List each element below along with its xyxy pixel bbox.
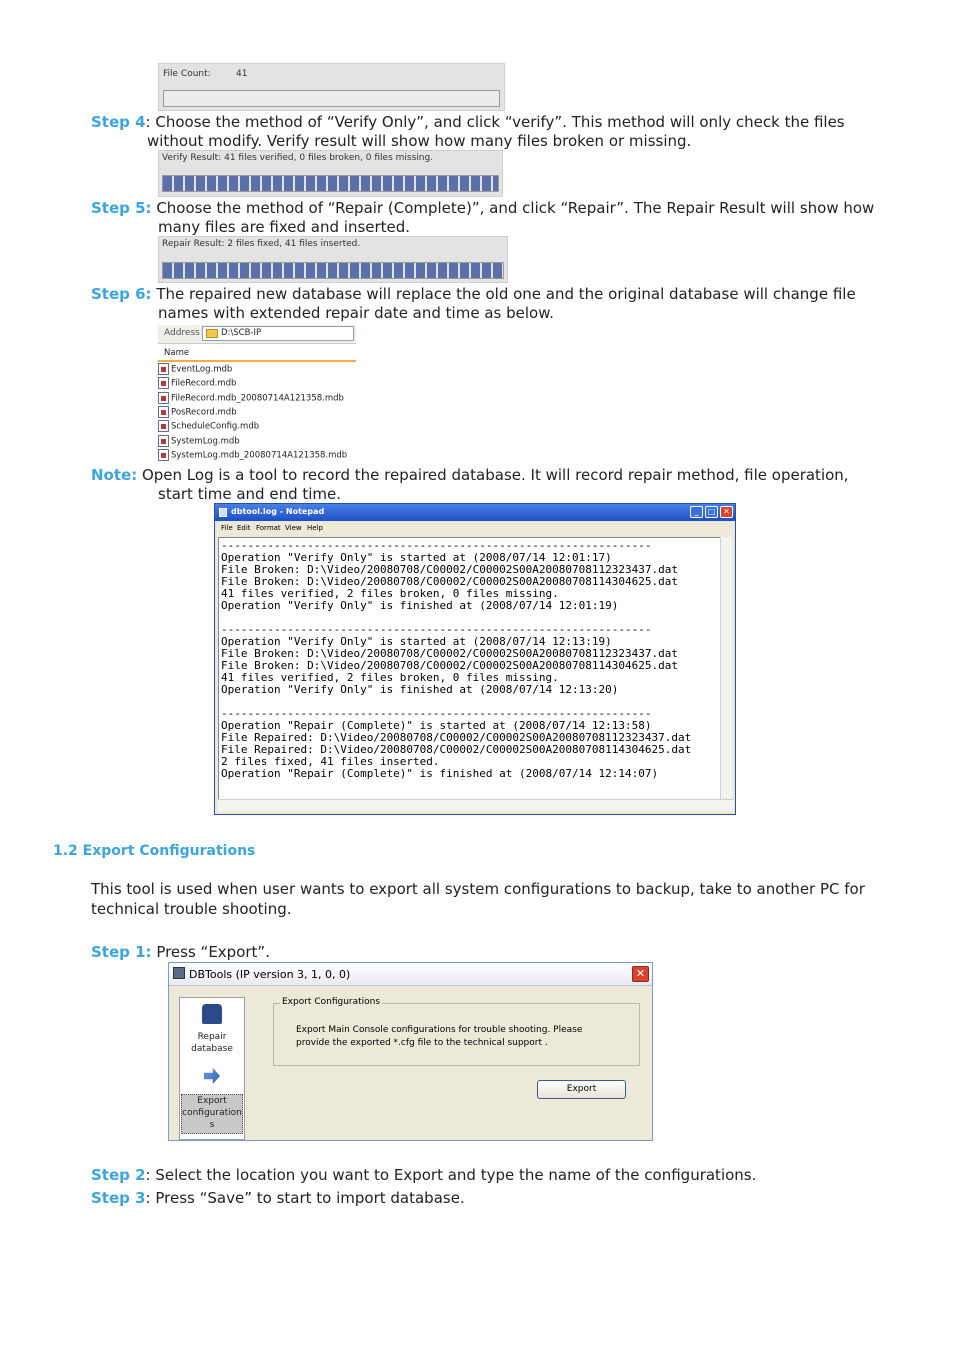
note-text: Open Log is a tool to record the repaired database. It will record repair method, file operation, (137, 466, 849, 484)
file-row[interactable] (158, 392, 344, 406)
export-step3 (91, 1189, 465, 1208)
file-name: SystemLog.mdb_20080714A121358.mdb (171, 450, 348, 461)
mdb-file-icon (158, 377, 169, 389)
sidebar-item-repair[interactable] (180, 1002, 244, 1060)
file-name: PosRecord.mdb (171, 407, 237, 418)
name-column-label: Name (164, 348, 190, 358)
repair-database-icon (202, 1004, 222, 1024)
step4-label: Step 4 (91, 113, 146, 131)
log-line: Operation "Repair (Complete)" is started at (2008/07/14 12:13:58) (221, 719, 652, 732)
log-line: File Repaired: D:\Video/20080708/C00002/C00002S00A20080708112323437.dat (221, 731, 692, 744)
step6-label: Step 6: (91, 285, 152, 303)
log-line: File Broken: D:\Video/20080708/C00002/C00002S00A20080708112323437.dat (221, 563, 678, 576)
file-count-progress-bar (163, 90, 500, 107)
address-input[interactable] (202, 326, 354, 341)
log-line: ----------------------------------------------------------------- (221, 539, 652, 552)
export-step2-text: : Select the location you want to Export and type the name of the configurations. (145, 1166, 757, 1184)
step4-text: : Choose the method of “Verify Only”, and click “verify”. This method will only check the files (145, 113, 845, 131)
repair-label-line2: database (191, 1044, 233, 1054)
horizontal-scrollbar[interactable] (218, 799, 734, 811)
menu-view[interactable]: View (285, 524, 302, 532)
step5-line1 (91, 199, 874, 218)
step5-label: Step 5: (91, 199, 152, 217)
file-row[interactable] (158, 435, 240, 449)
file-row[interactable] (158, 420, 259, 434)
note-label: Note: (91, 466, 138, 484)
address-label: Address (164, 328, 200, 338)
export-step1-label: Step 1: (91, 943, 152, 961)
notepad-title-bar[interactable] (215, 504, 735, 521)
export-step2-label: Step 2 (91, 1166, 146, 1184)
log-line: ----------------------------------------------------------------- (221, 623, 652, 636)
step5-line2: many files are fixed and inserted. (158, 218, 411, 236)
sidebar-item-export[interactable] (181, 1094, 243, 1134)
minimize-button[interactable]: _ (690, 506, 703, 518)
repair-result-panel (158, 236, 508, 283)
export-step2 (91, 1166, 756, 1185)
explorer-window (158, 325, 358, 463)
close-button[interactable]: ✕ (720, 506, 733, 518)
repair-progress-bar (162, 262, 504, 279)
address-value: D:\SCB-IP (221, 328, 262, 338)
log-line: 41 files verified, 2 files broken, 0 files missing. (221, 671, 559, 684)
log-line: Operation "Verify Only" is started at (2008/07/14 12:13:19) (221, 635, 612, 648)
log-line: 41 files verified, 2 files broken, 0 files missing. (221, 587, 559, 600)
repair-label-line1: Repair (197, 1032, 227, 1042)
dbtools-title: DBTools (IP version 3, 1, 0, 0) (189, 968, 351, 981)
mdb-file-icon (158, 406, 169, 418)
step6-text: The repaired new database will replace the old one and the original database will change file (151, 285, 856, 303)
file-name: EventLog.mdb (171, 364, 233, 375)
step4-line2: without modify. Verify result will show how many files broken or missing. (147, 132, 692, 150)
log-line: 2 files fixed, 41 files inserted. (221, 755, 440, 768)
dbtools-sidebar (179, 997, 245, 1140)
mdb-file-icon (158, 435, 169, 447)
file-row[interactable] (158, 449, 347, 463)
mdb-file-icon (158, 392, 169, 404)
section-intro-line1: This tool is used when user wants to export all system configurations to backup, take to another PC for (91, 880, 865, 898)
step6-line2: names with extended repair date and time as below. (158, 304, 554, 322)
verify-result-panel (158, 150, 503, 197)
notepad-text-area[interactable] (218, 537, 726, 802)
file-name: FileRecord.mdb_20080714A121358.mdb (171, 393, 344, 404)
vertical-scrollbar[interactable] (720, 537, 732, 802)
maximize-button[interactable]: □ (705, 506, 718, 518)
menu-file[interactable]: File (221, 524, 233, 532)
notepad-title: dbtool.log - Notepad (231, 507, 325, 516)
file-row[interactable] (158, 363, 232, 377)
folder-icon (206, 329, 218, 338)
section-intro-line2: technical trouble shooting. (91, 900, 292, 918)
log-line: Operation "Verify Only" is finished at (2008/07/14 12:13:20) (221, 683, 619, 696)
dbtools-close-button[interactable]: ✕ (632, 966, 649, 982)
dbtools-title-bar[interactable] (169, 963, 652, 986)
export-label-line2: configuration (182, 1108, 242, 1118)
file-count-value: 41 (236, 69, 248, 79)
dbtools-window (168, 962, 653, 1141)
step5-text: Choose the method of “Repair (Complete)”, and click “Repair”. The Repair Result will show how (151, 199, 875, 217)
export-description-line1: Export Main Console configurations for trouble shooting. Please (296, 1025, 583, 1035)
menu-format[interactable]: Format (256, 524, 281, 532)
export-label-line3: s (209, 1120, 215, 1130)
mdb-file-icon (158, 363, 169, 375)
export-arrow-icon (204, 1068, 220, 1084)
notepad-window (214, 503, 736, 815)
file-name: SystemLog.mdb (171, 436, 240, 447)
mdb-file-icon (158, 449, 169, 461)
log-line: Operation "Verify Only" is started at (2008/07/14 12:01:17) (221, 551, 612, 564)
section-heading: 1.2 Export Configurations (53, 843, 256, 859)
log-line: Operation "Verify Only" is finished at (2008/07/14 12:01:19) (221, 599, 619, 612)
file-row[interactable] (158, 377, 236, 391)
step6-line1 (91, 285, 856, 304)
log-line: File Repaired: D:\Video/20080708/C00002/C00002S00A20080708114304625.dat (221, 743, 692, 756)
log-line: File Broken: D:\Video/20080708/C00002/C00002S00A20080708112323437.dat (221, 647, 678, 660)
menu-edit[interactable]: Edit (237, 524, 251, 532)
repair-result-text: Repair Result: 2 files fixed, 41 files inserted. (162, 239, 361, 249)
log-line: File Broken: D:\Video/20080708/C00002/C00002S00A20080708114304625.dat (221, 659, 678, 672)
notepad-menu-bar (215, 521, 735, 535)
verify-result-text: Verify Result: 41 files verified, 0 files broken, 0 files missing. (162, 153, 434, 163)
log-line: Operation "Repair (Complete)" is finished at (2008/07/14 12:14:07) (221, 767, 659, 780)
file-row[interactable] (158, 406, 237, 420)
file-name: ScheduleConfig.mdb (171, 421, 260, 432)
name-column-header[interactable] (158, 347, 356, 362)
file-name: FileRecord.mdb (171, 378, 237, 389)
export-description (296, 1024, 582, 1050)
export-description-line2: provide the exported *.cfg file to the technical support . (296, 1038, 548, 1048)
log-line: File Broken: D:\Video/20080708/C00002/C00002S00A20080708114304625.dat (221, 575, 678, 588)
verify-progress-bar (162, 175, 499, 192)
step4-line1 (91, 113, 845, 132)
menu-help[interactable]: Help (307, 524, 323, 532)
dbtools-app-icon (173, 967, 185, 979)
notepad-icon (219, 508, 227, 517)
file-count-label: File Count: (163, 69, 211, 79)
address-bar (158, 325, 356, 344)
note-line2: start time and end time. (158, 485, 342, 503)
export-label-line1: Export (197, 1096, 227, 1106)
file-count-panel (158, 63, 505, 111)
export-button[interactable]: Export (537, 1080, 626, 1099)
note-line1 (91, 466, 849, 485)
mdb-file-icon (158, 420, 169, 432)
export-config-group (273, 997, 640, 1066)
export-step1 (91, 943, 270, 962)
export-step1-text: Press “Export”. (151, 943, 270, 961)
export-config-group-label: Export Configurations (282, 997, 381, 1007)
log-line: ----------------------------------------------------------------- (221, 707, 652, 720)
export-step3-text: : Press “Save” to start to import database. (145, 1189, 465, 1207)
export-step3-label: Step 3 (91, 1189, 146, 1207)
